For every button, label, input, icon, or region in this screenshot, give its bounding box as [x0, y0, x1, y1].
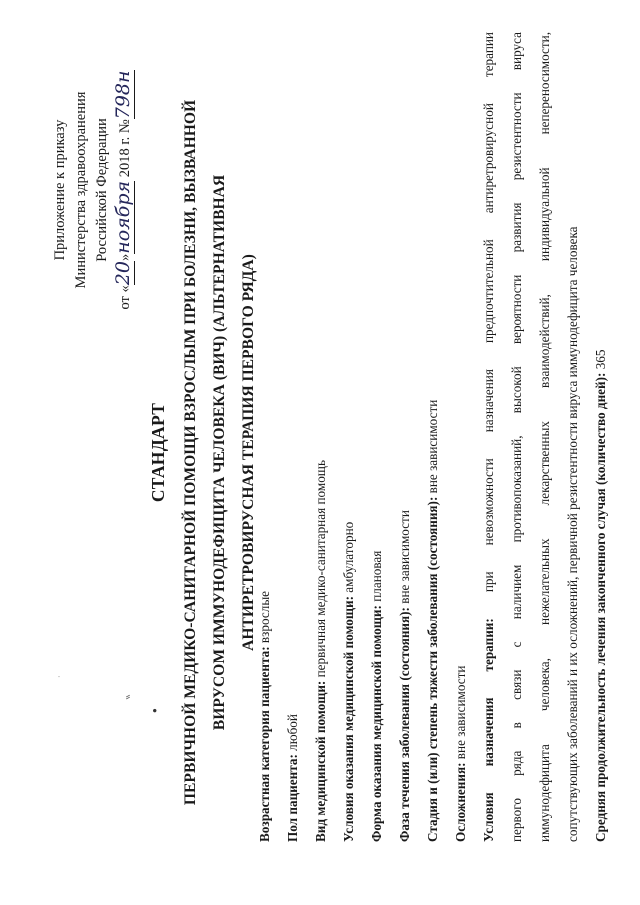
param-sex — [279, 32, 307, 842]
handwritten-day: 20 — [112, 261, 134, 286]
param-value: при невозможности назначения предпочтительной антиретровирусной терапии — [481, 32, 496, 593]
param-conditions — [335, 32, 363, 842]
param-value: плановая — [369, 550, 384, 606]
param-care-type — [307, 32, 335, 842]
param-therapy-line — [475, 32, 503, 842]
param-value: взрослые — [257, 590, 272, 647]
param-label: Вид медицинской помощи: — [313, 680, 328, 842]
approval-line: Министерства здравоохранения — [73, 91, 89, 289]
param-value: амбулаторно — [341, 521, 356, 596]
date-year: 2018 г. № — [117, 119, 133, 178]
approval-date-line — [113, 60, 136, 320]
param-value: любой — [285, 714, 300, 755]
date-mid: » — [117, 253, 133, 262]
scan-speck: · — [55, 675, 64, 678]
param-label: Условия назначения терапии: — [481, 618, 496, 842]
param-value: вне зависимости — [425, 399, 440, 497]
param-phase — [391, 32, 419, 842]
param-stage — [419, 32, 447, 842]
param-duration — [587, 32, 615, 842]
param-label: Осложнения: — [453, 762, 468, 842]
param-value: вне зависимости — [453, 665, 468, 763]
param-form — [363, 32, 391, 842]
param-value: 365 — [593, 349, 608, 373]
param-therapy-line: первого ряда в связи с наличием противопоказаний, высокой вероятности развития резистентности вируса — [509, 32, 524, 842]
param-label: Условия оказания медицинской помощи: — [341, 596, 356, 842]
approval-line: Приложение к приказу — [52, 119, 68, 261]
handwritten-month: ноября — [112, 180, 134, 254]
approval-line: Российской Федерации — [94, 118, 110, 262]
standard-parameters — [251, 32, 615, 842]
title-line: ПЕРВИЧНОЙ МЕДИКО-САНИТАРНОЙ ПОМОЩИ ВЗРОСЛЫМ ПРИ БОЛЕЗНИ, ВЫЗВАННОЙ — [182, 99, 199, 806]
param-therapy-line: сопутствующих заболеваний и их осложнений, первичной резистентности вируса иммунодефицита человека — [565, 226, 580, 842]
scan-mark: ⸗ — [125, 689, 131, 705]
param-label: Фаза течения заболевания (состояния): — [397, 607, 412, 842]
param-label: Пол пациента: — [285, 754, 300, 842]
date-prefix: от « — [117, 285, 133, 310]
title-line: АНТИРЕТРОВИРУСНАЯ ТЕРАПИЯ ПЕРВОГО РЯДА) — [240, 254, 257, 651]
param-label: Средняя продолжительность лечения законченного случая (количество дней): — [593, 372, 608, 842]
param-value: вне зависимости — [397, 510, 412, 608]
standard-title — [176, 0, 263, 905]
param-age — [251, 32, 279, 842]
param-label: Возрастная категория пациента: — [257, 646, 272, 842]
handwritten-order-number: 798н — [112, 70, 134, 120]
approval-block — [50, 60, 136, 320]
param-value: первичная медико-санитарная помощь — [313, 460, 328, 681]
param-therapy-line: иммунодефицита человека, нежелательных лекарственных взаимодействий, индивидуальной непереносимости, — [537, 32, 552, 842]
title-line: ВИРУСОМ ИММУНОДЕФИЦИТА ЧЕЛОВЕКА (ВИЧ) (АЛЬТЕРНАТИВНАЯ — [211, 174, 228, 731]
param-label: Форма оказания медицинской помощи: — [369, 605, 384, 842]
scan-dot: ● — [150, 708, 159, 713]
param-label: Стадия и (или) степень тяжести заболевания (состояния): — [425, 496, 440, 842]
param-complications — [447, 32, 475, 842]
standard-label: СТАНДАРТ — [148, 402, 168, 503]
